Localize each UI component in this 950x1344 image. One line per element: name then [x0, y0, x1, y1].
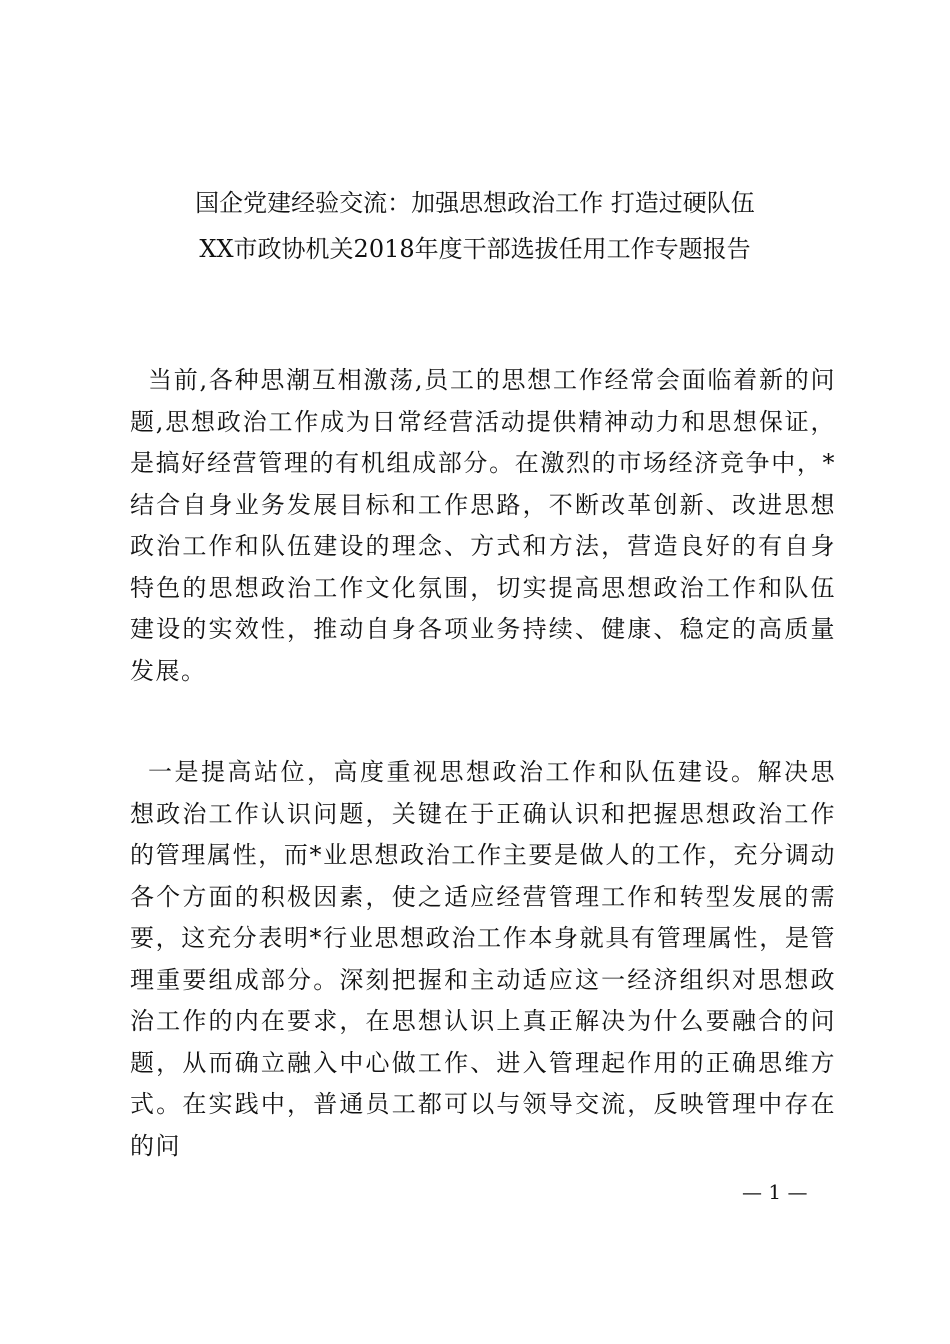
body-paragraph-1: 当前,各种思潮互相激荡,员工的思想工作经常会面临着新的问题,思想政治工作成为日常经营活动提供精神动力和思想保证，是搞好经营管理的有机组成部分。在激烈的市场经济竞争中，*结合自身业务发展目标和工作思路，不断改革创新、改进思想政治工作和队伍建设的理念、方式和方法，营造良好的有自身特色的思想政治工作文化氛围，切实提高思想政治工作和队伍建设的实效性，推动自身各项业务持续、健康、稳定的高质量发展。 — [130, 366, 836, 685]
document-title-line-1: 国企党建经验交流：加强思想政治工作 打造过硬队伍 — [195, 189, 755, 217]
document-title-line-2: XX市政协机关2018年度干部选拔任用工作专题报告 — [199, 235, 751, 263]
page-number: — 1 — — [742, 1180, 808, 1204]
body-paragraph-2: 一是提高站位，高度重视思想政治工作和队伍建设。解决思想政治工作认识问题，关键在于正确认识和把握思想政治工作的管理属性，而*业思想政治工作主要是做人的工作，充分调动各个方面的积极因素，使之适应经营管理工作和转型发展的需要，这充分表明*行业思想政治工作本身就具有管理属性，是管理重要组成部分。深刻把握和主动适应这一经济组织对思想政治工作的内在要求，在思想认识上真正解决为什么要融合的问题，从而确立融入中心做工作、进入管理起作用的正确思维方式。在实践中，普通员工都可以与领导交流，反映管理中存在的问 — [130, 758, 836, 1160]
